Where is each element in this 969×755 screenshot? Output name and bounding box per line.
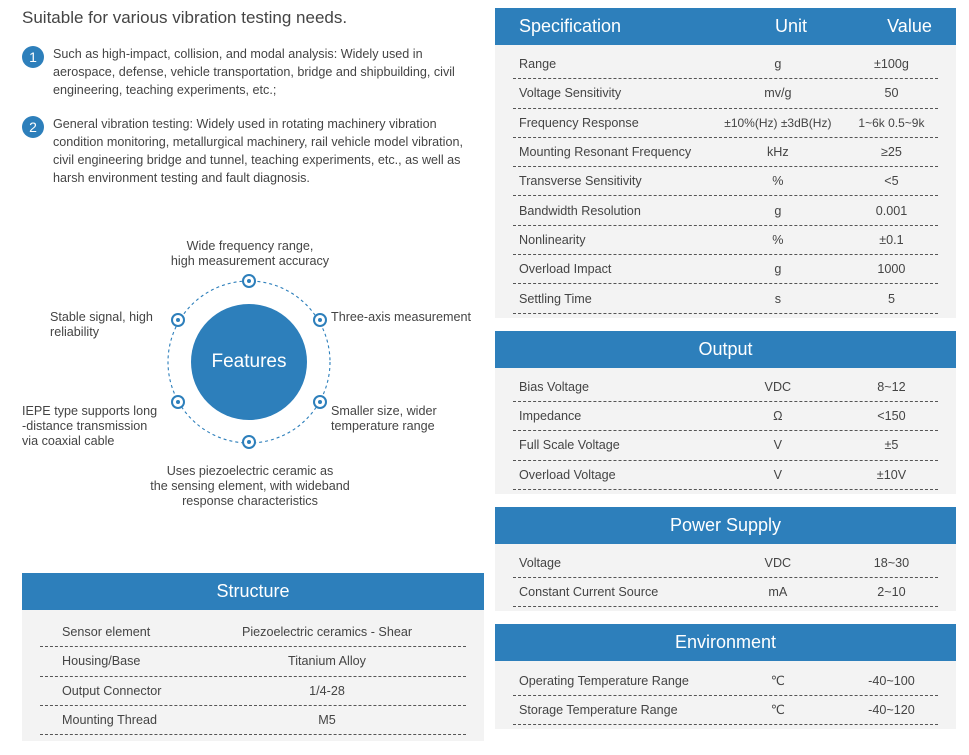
structure-body <box>22 610 484 741</box>
feature-label-lower-right-line2: temperature range <box>331 419 435 433</box>
page-heading: Suitable for various vibration testing needs. <box>22 8 348 27</box>
table-row <box>513 373 938 402</box>
feature-dot-lower-left <box>171 395 185 409</box>
row-unit: V <box>773 438 783 453</box>
row-value: ≥25 <box>880 145 902 160</box>
row-value: Titanium Alloy <box>288 654 366 669</box>
table-row <box>40 706 466 735</box>
table-row <box>513 666 938 695</box>
feature-label-upper-left <box>50 310 153 340</box>
table-row <box>513 461 938 490</box>
specification-body <box>495 45 956 318</box>
table-row <box>513 167 938 196</box>
table-row <box>513 431 938 460</box>
power-supply-title: Power Supply <box>495 507 956 544</box>
specification-header <box>495 8 956 45</box>
row-name: Nonlinearity <box>519 232 586 247</box>
row-unit: VDC <box>764 556 792 570</box>
table-row <box>513 138 938 167</box>
row-value: ±0.1 <box>879 232 904 247</box>
row-unit: kHz <box>767 145 789 160</box>
row-unit: mv/g <box>764 86 792 101</box>
col-unit: Unit <box>774 16 807 36</box>
row-name: Constant Current Source <box>519 585 659 600</box>
row-value: ±5 <box>884 438 899 453</box>
row-value: <5 <box>884 174 899 189</box>
feature-dot-bottom <box>242 435 256 449</box>
row-unit: ±10%(Hz) ±3dB(Hz) <box>724 115 832 130</box>
environment-body <box>495 661 956 729</box>
features-circle: Features <box>191 304 307 420</box>
row-value: 0.001 <box>875 203 908 218</box>
row-value: ±10V <box>876 467 907 482</box>
row-value: M5 <box>318 713 336 728</box>
row-name: Operating Temperature Range <box>519 673 689 688</box>
table-row <box>40 647 466 676</box>
feature-label-top <box>150 239 350 269</box>
structure-table <box>22 573 484 741</box>
col-value: Value <box>887 16 932 36</box>
feature-label-top-line1: Wide frequency range, <box>186 239 314 253</box>
table-row <box>513 402 938 431</box>
row-unit: VDC <box>764 379 792 394</box>
row-name: Voltage <box>519 556 562 570</box>
feature-label-upper-left-line2: reliability <box>50 325 99 339</box>
row-name: Range <box>519 57 557 72</box>
col-specification: Specification <box>519 16 622 36</box>
row-name: Settling Time <box>519 291 592 306</box>
spec-column <box>495 8 956 729</box>
row-unit: % <box>772 232 784 247</box>
row-name: Full Scale Voltage <box>519 438 620 453</box>
row-unit: Ω <box>773 409 783 424</box>
row-value: 1000 <box>877 262 906 277</box>
row-unit: ℃ <box>770 703 785 718</box>
output-body <box>495 368 956 494</box>
feature-label-lower-left-line2: -distance transmission <box>22 419 148 433</box>
row-value: 1/4-28 <box>309 683 345 698</box>
row-name: Impedance <box>519 409 582 424</box>
row-value: -40~120 <box>868 702 915 717</box>
row-value: 18~30 <box>873 556 910 570</box>
row-name: Frequency Response <box>519 115 639 130</box>
table-row <box>513 696 938 725</box>
table-row <box>513 255 938 284</box>
table-row <box>513 109 938 138</box>
table-row <box>513 50 938 79</box>
feature-label-lower-right <box>331 404 437 434</box>
feature-label-bottom <box>130 464 370 509</box>
feature-label-top-line2: high measurement accuracy <box>170 254 330 268</box>
row-name: Mounting Resonant Frequency <box>519 145 692 160</box>
number-badge-2: 2 <box>22 116 44 138</box>
row-value: 5 <box>887 291 895 306</box>
environment-table <box>495 624 956 729</box>
table-row <box>40 618 466 647</box>
feature-label-bottom-line1: Uses piezoelectric ceramic as <box>166 464 334 478</box>
feature-label-bottom-line3: response characteristics <box>182 494 318 508</box>
power-supply-table <box>495 507 956 612</box>
row-name: Voltage Sensitivity <box>519 86 622 101</box>
row-name: Mounting Thread <box>62 713 157 728</box>
row-value: ±100g <box>873 57 909 72</box>
table-row <box>40 677 466 706</box>
row-unit: g <box>774 262 782 277</box>
row-name: Sensor element <box>62 625 151 640</box>
row-name: Output Connector <box>62 683 162 698</box>
feature-dot-upper-left <box>171 313 185 327</box>
row-name: Storage Temperature Range <box>519 702 678 717</box>
application-text-1: Such as high-impact, collision, and modal analysis: Widely used in aerospace, defense, vehicle transportation, bridge and shipbuilding, civil engineering, teaching experiments, etc.; <box>53 47 455 97</box>
application-text-2: General vibration testing: Widely used in rotating machinery vibration condition monitoring, metallurgical machinery, rail vehicle model vibration, civil engineering bridge and tunnel, teaching experiments, etc., as well as harsh environment testing and fault diagnosis. <box>53 117 463 185</box>
table-row <box>513 549 938 578</box>
number-badge-1: 1 <box>22 46 44 68</box>
row-name: Transverse Sensitivity <box>519 174 642 189</box>
table-row <box>513 196 938 225</box>
row-name: Bandwidth Resolution <box>519 203 641 218</box>
feature-label-lower-left <box>22 404 157 449</box>
row-unit: g <box>774 203 782 218</box>
row-value: 2~10 <box>877 585 906 600</box>
row-unit: ℃ <box>770 674 785 689</box>
row-unit: g <box>774 57 782 72</box>
row-unit: mA <box>768 585 788 600</box>
row-name: Housing/Base <box>62 654 141 669</box>
row-value: 8~12 <box>877 379 906 394</box>
feature-label-upper-left-line1: Stable signal, high <box>50 310 153 324</box>
row-value: <150 <box>877 409 906 424</box>
row-value: -40~100 <box>868 673 915 688</box>
structure-title: Structure <box>22 573 484 610</box>
row-unit: s <box>774 291 781 306</box>
row-name: Bias Voltage <box>519 379 590 394</box>
feature-label-lower-left-line3: via coaxial cable <box>22 434 115 448</box>
feature-dot-top <box>242 274 256 288</box>
table-row <box>513 284 938 313</box>
row-value: 50 <box>884 86 899 101</box>
table-row <box>513 578 938 607</box>
feature-dot-upper-right <box>313 313 327 327</box>
feature-dot-lower-right <box>313 395 327 409</box>
specification-table <box>495 8 956 318</box>
feature-label-lower-left-line1: IEPE type supports long <box>22 404 158 418</box>
row-name: Overload Impact <box>519 262 612 277</box>
feature-label-upper-right: Three-axis measurement <box>331 310 471 324</box>
row-value: Piezoelectric ceramics - Shear <box>241 625 413 640</box>
table-row <box>513 226 938 255</box>
row-unit: % <box>772 174 784 189</box>
row-name: Overload Voltage <box>519 467 616 482</box>
row-value: 1~6k 0.5~9k <box>858 115 925 130</box>
output-table <box>495 331 956 494</box>
feature-label-bottom-line2: the sensing element, with wideband <box>150 479 350 493</box>
table-row <box>513 79 938 108</box>
environment-title: Environment <box>495 624 956 661</box>
power-supply-body <box>495 544 956 612</box>
output-title: Output <box>495 331 956 368</box>
row-unit: V <box>773 467 783 482</box>
feature-label-lower-right-line1: Smaller size, wider <box>331 404 437 418</box>
